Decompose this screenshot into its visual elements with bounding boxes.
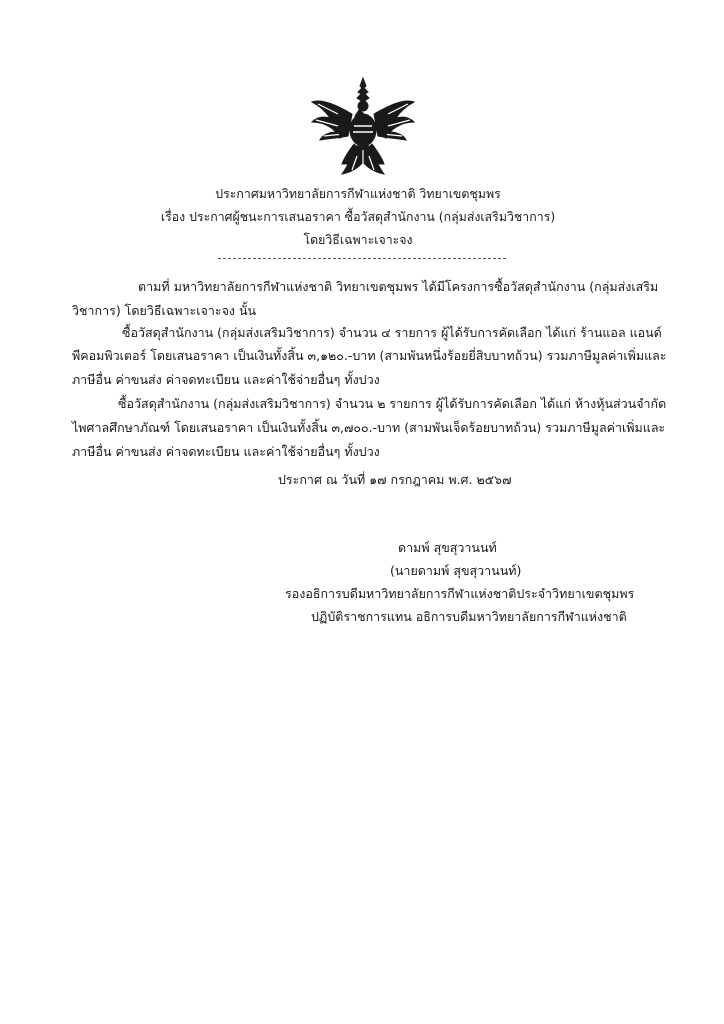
paragraph-2-line-2: พีคอมพิวเตอร์ โดยเสนอราคา เป็นเงินทั้งสิ้น ๓,๑๒๐.-บาท (สามพันหนึ่งร้อยยี่สิบบาทถ้วน) รวมภาษีมูลค่าเพิ่มและ xyxy=(72,348,667,363)
signatory-position: รองอธิการบดีมหาวิทยาลัยการกีฬาแห่งชาติประจำวิทยาเขตชุมพร xyxy=(285,586,635,601)
paragraph-2-line-3: ภาษีอื่น ค่าขนส่ง ค่าจดทะเบียน และค่าใช้จ่ายอื่นๆ ทั้งปวง xyxy=(72,372,380,387)
paragraph-2-line-1: ซื้อวัสดุสำนักงาน (กลุ่มส่งเสริมวิชาการ) จำนวน ๔ รายการ ผู้ได้รับการคัดเลือก ได้แก่ ร้านแอล แอนด์ xyxy=(122,325,662,340)
announcement-date: ประกาศ ณ วันที่ ๑๗ กรกฎาคม พ.ศ. ๒๕๖๗ xyxy=(278,472,512,487)
paragraph-3-line-1: ซื้อวัสดุสำนักงาน (กลุ่มส่งเสริมวิชาการ) จำนวน ๒ รายการ ผู้ได้รับการคัดเลือก ได้แก่ ห้างหุ้นส่วนจำกัด xyxy=(118,396,667,411)
paragraph-1-line-1: ตามที่ มหาวิทยาลัยการกีฬาแห่งชาติ วิทยาเขตชุมพร ได้มีโครงการซื้อวัสดุสำนักงาน (กลุ่มส่งเสริม xyxy=(138,279,659,294)
garuda-emblem-icon xyxy=(308,76,418,180)
announcement-method: โดยวิธีเฉพาะเจาะจง xyxy=(303,232,413,247)
announcement-subject: เรื่อง ประกาศผู้ชนะการเสนอราคา ซื้อวัสดุสำนักงาน (กลุ่มส่งเสริมวิชาการ) xyxy=(160,209,556,224)
signatory-acting-position: ปฏิบัติราชการแทน อธิการบดีมหาวิทยาลัยการกีฬาแห่งชาติ xyxy=(311,609,627,624)
separator-line xyxy=(218,258,506,259)
paragraph-3-line-3: ภาษีอื่น ค่าขนส่ง ค่าจดทะเบียน และค่าใช้จ่ายอื่นๆ ทั้งปวง xyxy=(72,444,380,459)
paragraph-1-line-2: วิชาการ) โดยวิธีเฉพาะเจาะจง นั้น xyxy=(72,303,257,318)
paragraph-3-line-2: ไพศาลศึกษาภัณฑ์ โดยเสนอราคา เป็นเงินทั้งสิ้น ๓,๗๐๐.-บาท (สามพันเจ็ดร้อยบาทถ้วน) รวมภาษีมูลค่าเพิ่มและ xyxy=(72,420,666,435)
announcement-title: ประกาศมหาวิทยาลัยการกีฬาแห่งชาติ วิทยาเขตชุมพร xyxy=(215,186,501,201)
signature-name: ดามพ์ สุขสุวานนท์ xyxy=(398,540,497,555)
signatory-full-name: (นายดามพ์ สุขสุวานนท์) xyxy=(390,563,522,578)
